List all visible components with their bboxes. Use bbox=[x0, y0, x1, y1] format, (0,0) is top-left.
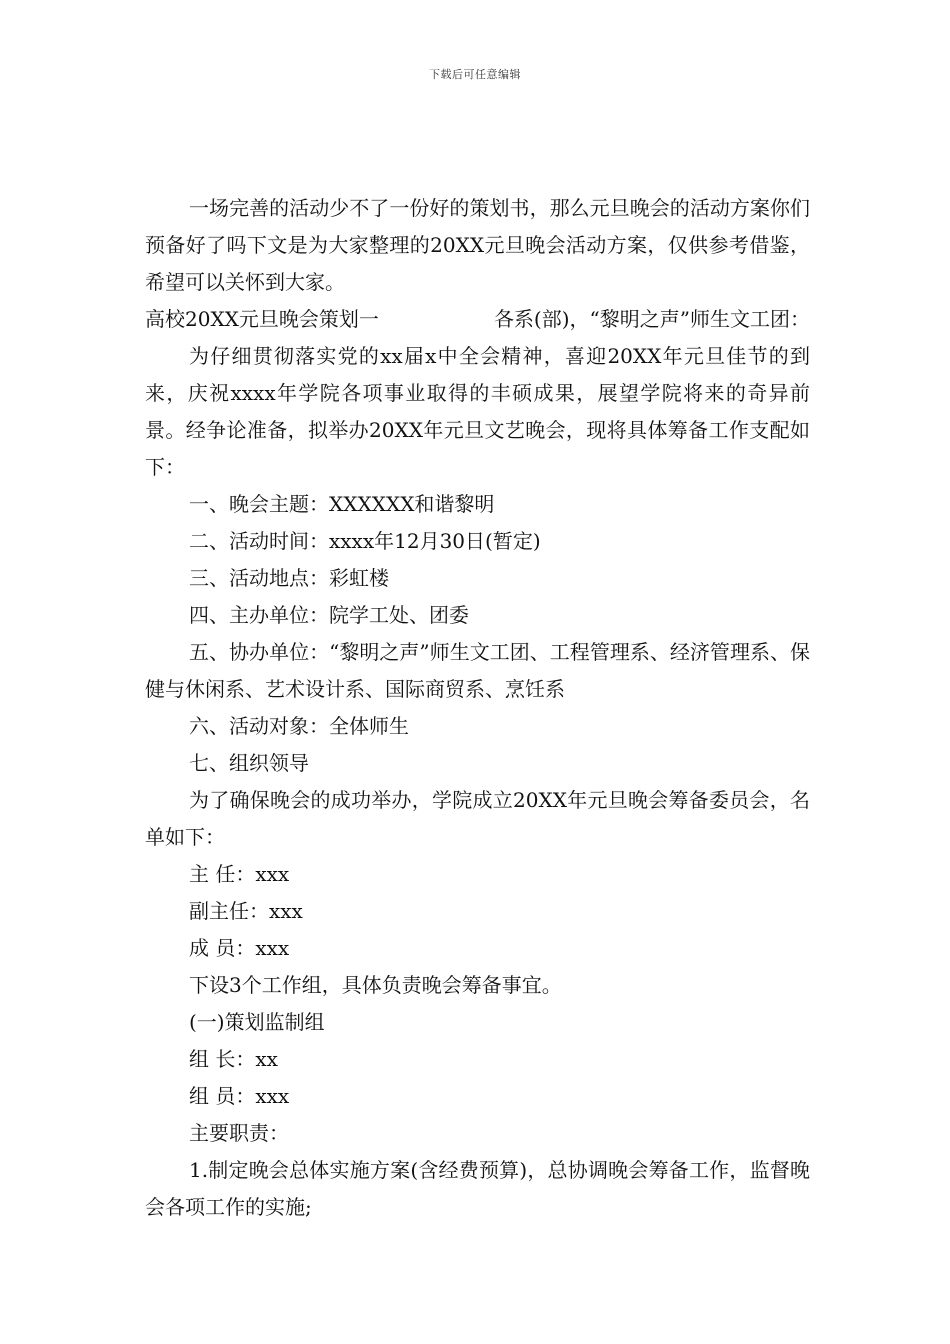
header-note: 下载后可任意编辑 bbox=[429, 68, 521, 81]
document-title: 高校20XX元旦晚会策划一 bbox=[145, 307, 379, 331]
item-leadership: 七、组织领导 bbox=[189, 751, 309, 775]
item-time: 二、活动时间：xxxx年12月30日(暂定) bbox=[189, 529, 541, 553]
groups-note: 下设3个工作组，具体负责晚会筹备事宜。 bbox=[189, 973, 562, 997]
addressee: 各系(部)，“黎明之声”师生文工团： bbox=[493, 307, 810, 331]
committee-paragraph: 为了确保晚会的成功举办，学院成立20XX年元旦晚会筹备委员会，名单如下： bbox=[145, 788, 810, 849]
duties-title: 主要职责： bbox=[189, 1121, 289, 1145]
item-theme: 一、晚会主题：XXXXXX和谐黎明 bbox=[189, 492, 495, 516]
opening-paragraph: 为仔细贯彻落实党的xx届x中全会精神，喜迎20XX年元旦佳节的到来，庆祝xxxx年学院各项事业取得的丰硕成果，展望学院将来的奇异前景。经争论准备，拟举办20XX年元旦文艺晚会，现将具体筹备工作支配如下： bbox=[145, 344, 810, 479]
group1-leader: 组 长：xx bbox=[189, 1047, 278, 1071]
members-line: 成 员：xxx bbox=[189, 936, 290, 960]
item-location: 三、活动地点：彩虹楼 bbox=[189, 566, 389, 590]
duty-1: 1.制定晚会总体实施方案(含经费预算)，总协调晚会筹备工作，监督晚会各项工作的实施; bbox=[145, 1158, 810, 1219]
item-audience: 六、活动对象：全体师生 bbox=[189, 714, 409, 738]
group1-members: 组 员：xxx bbox=[189, 1084, 290, 1108]
director-line: 主 任：xxx bbox=[189, 862, 290, 886]
intro-paragraph: 一场完善的活动少不了一份好的策划书，那么元旦晚会的活动方案你们预备好了吗下文是为大家整理的20XX元旦晚会活动方案，仅供参考借鉴，希望可以关怀到大家。 bbox=[145, 196, 810, 294]
document-body bbox=[145, 190, 810, 1226]
title-line bbox=[145, 301, 810, 338]
group1-title: (一)策划监制组 bbox=[189, 1010, 325, 1034]
item-organizer: 四、主办单位：院学工处、团委 bbox=[189, 603, 469, 627]
vice-director-line: 副主任：xxx bbox=[189, 899, 303, 923]
item-co-organizer: 五、协办单位：“黎明之声”师生文工团、工程管理系、经济管理系、保健与休闲系、艺术设计系、国际商贸系、烹饪系 bbox=[145, 640, 810, 701]
